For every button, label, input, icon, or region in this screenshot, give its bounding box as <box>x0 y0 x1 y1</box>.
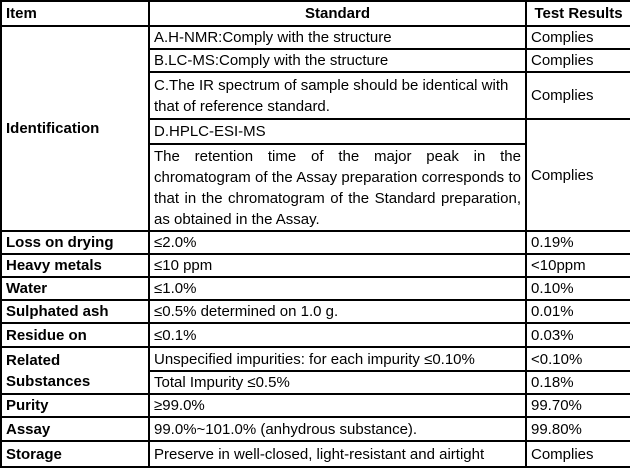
column-header-item: Item <box>1 1 149 26</box>
item-cell-heavy-metals: Heavy metals <box>1 254 149 277</box>
result-cell-storage: Complies <box>526 441 630 467</box>
result-cell-heavy-metals: <10ppm <box>526 254 630 277</box>
item-cell-identification: Identification <box>1 26 149 231</box>
table-row <box>1 254 630 277</box>
standard-cell-ir: C.The IR spectrum of sample should be identical with that of reference standard. <box>149 72 526 119</box>
standard-cell-assay: 99.0%~101.0% (anhydrous substance). <box>149 417 526 441</box>
result-cell-sulphated-ash: 0.01% <box>526 300 630 323</box>
standard-cell-residue-on: ≤0.1% <box>149 323 526 347</box>
item-cell-residue-on: Residue on <box>1 323 149 347</box>
result-cell-total-impurity: 0.18% <box>526 371 630 394</box>
column-header-test-results: Test Results <box>526 1 630 26</box>
table-row <box>1 394 630 417</box>
result-cell-ir: Complies <box>526 72 630 119</box>
result-cell-unspecified-impurities: <0.10% <box>526 347 630 371</box>
standard-cell-water: ≤1.0% <box>149 277 526 300</box>
table-row <box>1 441 630 467</box>
result-cell-lcms: Complies <box>526 49 630 72</box>
result-cell-hplc: Complies <box>526 119 630 231</box>
item-cell-loss-on-drying: Loss on drying <box>1 231 149 254</box>
standard-cell-sulphated-ash: ≤0.5% determined on 1.0 g. <box>149 300 526 323</box>
standard-cell-hplc-detail: The retention time of the major peak in the chromatogram of the Assay preparation corresponds to that in the chromatogram of the Standard preparation, as obtained in the Assay. <box>149 144 526 231</box>
result-cell-hnmr: Complies <box>526 26 630 49</box>
result-cell-residue-on: 0.03% <box>526 323 630 347</box>
table-row <box>1 26 630 49</box>
standard-cell-total-impurity: Total Impurity ≤0.5% <box>149 371 526 394</box>
related-substances-label: Related Substances <box>6 351 91 390</box>
table-row <box>1 417 630 441</box>
standard-cell-purity: ≥99.0% <box>149 394 526 417</box>
result-cell-assay: 99.80% <box>526 417 630 441</box>
standard-cell-storage: Preserve in well-closed, light-resistant and airtight <box>149 441 526 467</box>
table-row <box>1 323 630 347</box>
standard-cell-lcms: B.LC-MS:Comply with the structure <box>149 49 526 72</box>
item-cell-water: Water <box>1 277 149 300</box>
table-row <box>1 300 630 323</box>
table-row <box>1 277 630 300</box>
standard-cell-heavy-metals: ≤10 ppm <box>149 254 526 277</box>
standard-cell-unspecified-impurities: Unspecified impurities: for each impurity ≤0.10% <box>149 347 526 371</box>
standard-cell-loss-on-drying: ≤2.0% <box>149 231 526 254</box>
result-cell-loss-on-drying: 0.19% <box>526 231 630 254</box>
table-row <box>1 347 630 371</box>
standard-cell-hplc-label: D.HPLC-ESI-MS <box>149 119 526 144</box>
standard-cell-hnmr: A.H-NMR:Comply with the structure <box>149 26 526 49</box>
result-cell-water: 0.10% <box>526 277 630 300</box>
table-row <box>1 231 630 254</box>
item-cell-related-substances <box>1 347 149 394</box>
item-cell-storage: Storage <box>1 441 149 467</box>
result-cell-purity: 99.70% <box>526 394 630 417</box>
item-cell-sulphated-ash: Sulphated ash <box>1 300 149 323</box>
column-header-standard: Standard <box>149 1 526 26</box>
item-cell-purity: Purity <box>1 394 149 417</box>
header-row <box>1 1 630 26</box>
item-cell-assay: Assay <box>1 417 149 441</box>
